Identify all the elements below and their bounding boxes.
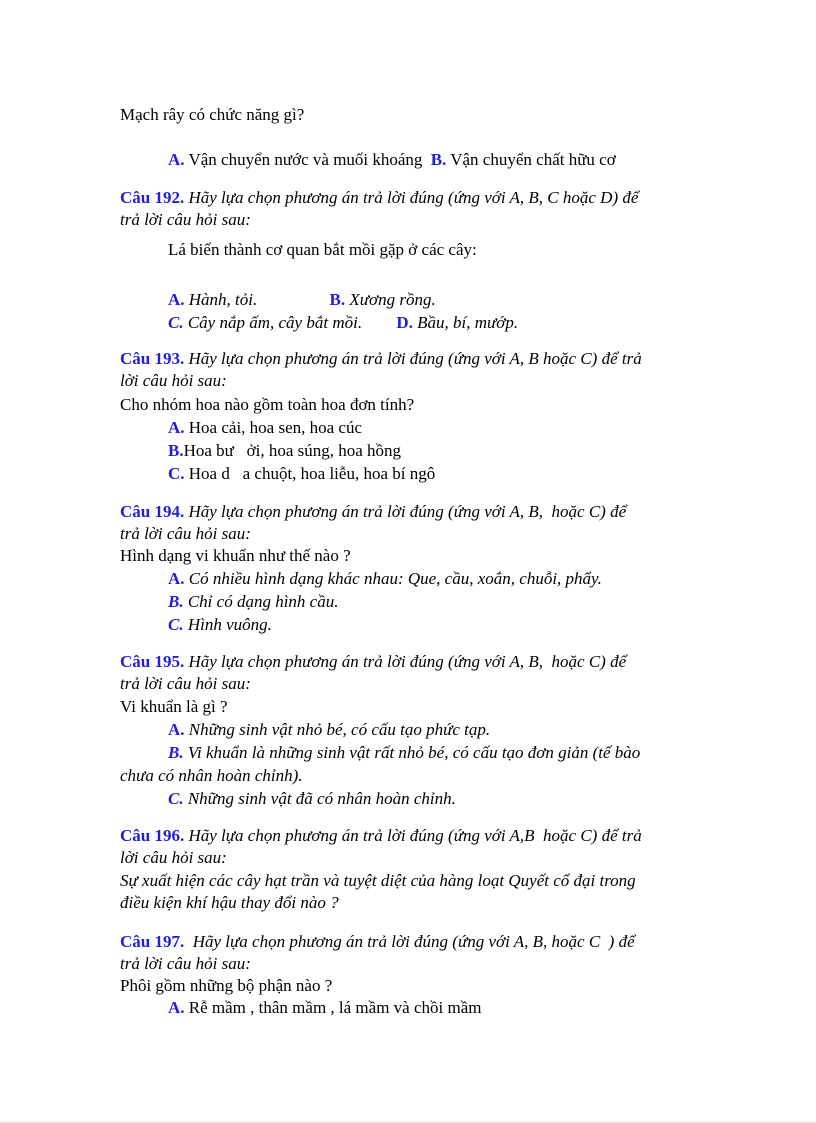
question-prompt: Hãy lựa chọn phương án trả lời đúng (ứng với A, B, C hoặc D) để bbox=[188, 188, 639, 207]
question-192-prompt bbox=[120, 187, 638, 209]
question-195-option-a bbox=[168, 719, 490, 741]
question-192-text: Lá biến thành cơ quan bắt mồi gặp ở các cây: bbox=[168, 240, 477, 259]
option-label: A. bbox=[168, 998, 185, 1017]
question-prompt-cont: trả lời câu hỏi sau: bbox=[120, 954, 251, 973]
option-label: C. bbox=[168, 464, 185, 483]
option-text: Hình vuông. bbox=[187, 615, 272, 634]
question-194-text: Hình dạng vi khuẩn như thế nào ? bbox=[120, 546, 351, 565]
question-number: Câu 194. bbox=[120, 502, 185, 521]
option-text: Hoa d a chuột, hoa liễu, hoa bí ngô bbox=[188, 464, 436, 483]
question-195-prompt bbox=[120, 651, 626, 673]
question-193-text: Cho nhóm hoa nào gồm toàn hoa đơn tính? bbox=[120, 395, 415, 414]
option-label: B. bbox=[430, 150, 447, 169]
question-195-option-b-cont: chưa có nhân hoàn chỉnh). bbox=[120, 766, 303, 785]
option-text: Vận chuyển chất hữu cơ bbox=[450, 150, 616, 169]
question-number: Câu 193. bbox=[120, 349, 185, 368]
option-text: Cây nắp ấm, cây bắt mồi. bbox=[187, 313, 363, 332]
option-text: Những sinh vật đã có nhân hoàn chỉnh. bbox=[187, 789, 456, 808]
question-number: Câu 195. bbox=[120, 652, 185, 671]
question-prompt: Hãy lựa chọn phương án trả lời đúng (ứng với A, B, hoặc C) để bbox=[188, 502, 627, 521]
option-text: Vi khuẩn là những sinh vật rất nhỏ bé, có cấu tạo đơn giản (tế bào bbox=[187, 743, 641, 762]
option-text: Xương rồng. bbox=[349, 290, 436, 309]
question-prompt-cont: lời câu hỏi sau: bbox=[120, 848, 227, 867]
question-prompt: Hãy lựa chọn phương án trả lời đúng (ứng với A,B hoặc C) để trả bbox=[188, 826, 642, 845]
option-text: Rễ mầm , thân mầm , lá mầm và chồi mầm bbox=[188, 998, 482, 1017]
question-193-option-c bbox=[168, 463, 435, 485]
question-194-prompt bbox=[120, 501, 626, 523]
question-prompt-cont: trả lời câu hỏi sau: bbox=[120, 210, 251, 229]
option-text: Hoa cải, hoa sen, hoa cúc bbox=[188, 418, 363, 437]
option-label: B. bbox=[168, 592, 184, 611]
option-text: Những sinh vật nhỏ bé, có cấu tạo phức tạp. bbox=[188, 720, 491, 739]
option-label: A. bbox=[168, 150, 185, 169]
option-text: Bầu, bí, mướp. bbox=[417, 313, 519, 332]
question-193-option-b bbox=[168, 440, 401, 462]
option-label: C. bbox=[168, 313, 184, 332]
question-194-option-a bbox=[168, 568, 602, 590]
option-label: A. bbox=[168, 418, 185, 437]
intro-options bbox=[168, 149, 616, 171]
question-192-options-ab bbox=[168, 289, 436, 311]
option-text: Có nhiều hình dạng khác nhau: Que, cầu, xoắn, chuỗi, phẩy. bbox=[188, 569, 602, 588]
question-prompt: Hãy lựa chọn phương án trả lời đúng (ứng với A, B hoặc C) để trả bbox=[188, 349, 642, 368]
question-number: Câu 192. bbox=[120, 188, 185, 207]
option-label: A. bbox=[168, 290, 185, 309]
option-label: B. bbox=[329, 290, 346, 309]
option-label: B. bbox=[168, 743, 184, 762]
question-prompt-cont: trả lời câu hỏi sau: bbox=[120, 524, 251, 543]
question-196-text-cont: điều kiện khí hậu thay đổi nào ? bbox=[120, 893, 339, 912]
question-197-option-a bbox=[168, 997, 481, 1019]
question-195-option-b bbox=[168, 742, 640, 764]
question-195-option-c bbox=[168, 788, 456, 810]
question-193-prompt bbox=[120, 348, 642, 370]
question-number: Câu 197. bbox=[120, 932, 185, 951]
option-label: C. bbox=[168, 789, 184, 808]
question-prompt: Hãy lựa chọn phương án trả lời đúng (ứng với A, B, hoặc C) để bbox=[188, 652, 627, 671]
question-number: Câu 196. bbox=[120, 826, 185, 845]
question-prompt: Hãy lựa chọn phương án trả lời đúng (ứng với A, B, hoặc C ) để bbox=[188, 932, 635, 951]
option-text: Hoa bư ởi, hoa súng, hoa hồng bbox=[183, 441, 402, 460]
option-label: B. bbox=[168, 441, 184, 460]
question-192-options-cd bbox=[168, 312, 518, 334]
question-prompt-cont: lời câu hỏi sau: bbox=[120, 371, 227, 390]
intro-question: Mạch rây có chức năng gì? bbox=[120, 105, 305, 124]
option-label: C. bbox=[168, 615, 184, 634]
question-193-option-a bbox=[168, 417, 362, 439]
option-label: A. bbox=[168, 569, 185, 588]
option-label: D. bbox=[396, 313, 413, 332]
option-text: Chỉ có dạng hình cầu. bbox=[187, 592, 339, 611]
question-prompt-cont: trả lời câu hỏi sau: bbox=[120, 674, 251, 693]
question-194-option-c bbox=[168, 614, 272, 636]
option-label: A. bbox=[168, 720, 185, 739]
question-196-prompt bbox=[120, 825, 642, 847]
option-text: Vận chuyển nước và muối khoáng bbox=[188, 150, 423, 169]
question-197-prompt bbox=[120, 931, 635, 953]
question-195-text: Vi khuẩn là gì ? bbox=[120, 697, 228, 716]
question-197-text: Phôi gồm những bộ phận nào ? bbox=[120, 976, 333, 995]
question-194-option-b bbox=[168, 591, 338, 613]
question-196-text: Sự xuất hiện các cây hạt trần và tuyệt diệt của hàng loạt Quyết cổ đại trong bbox=[120, 871, 636, 890]
option-text: Hành, tỏi. bbox=[188, 290, 258, 309]
